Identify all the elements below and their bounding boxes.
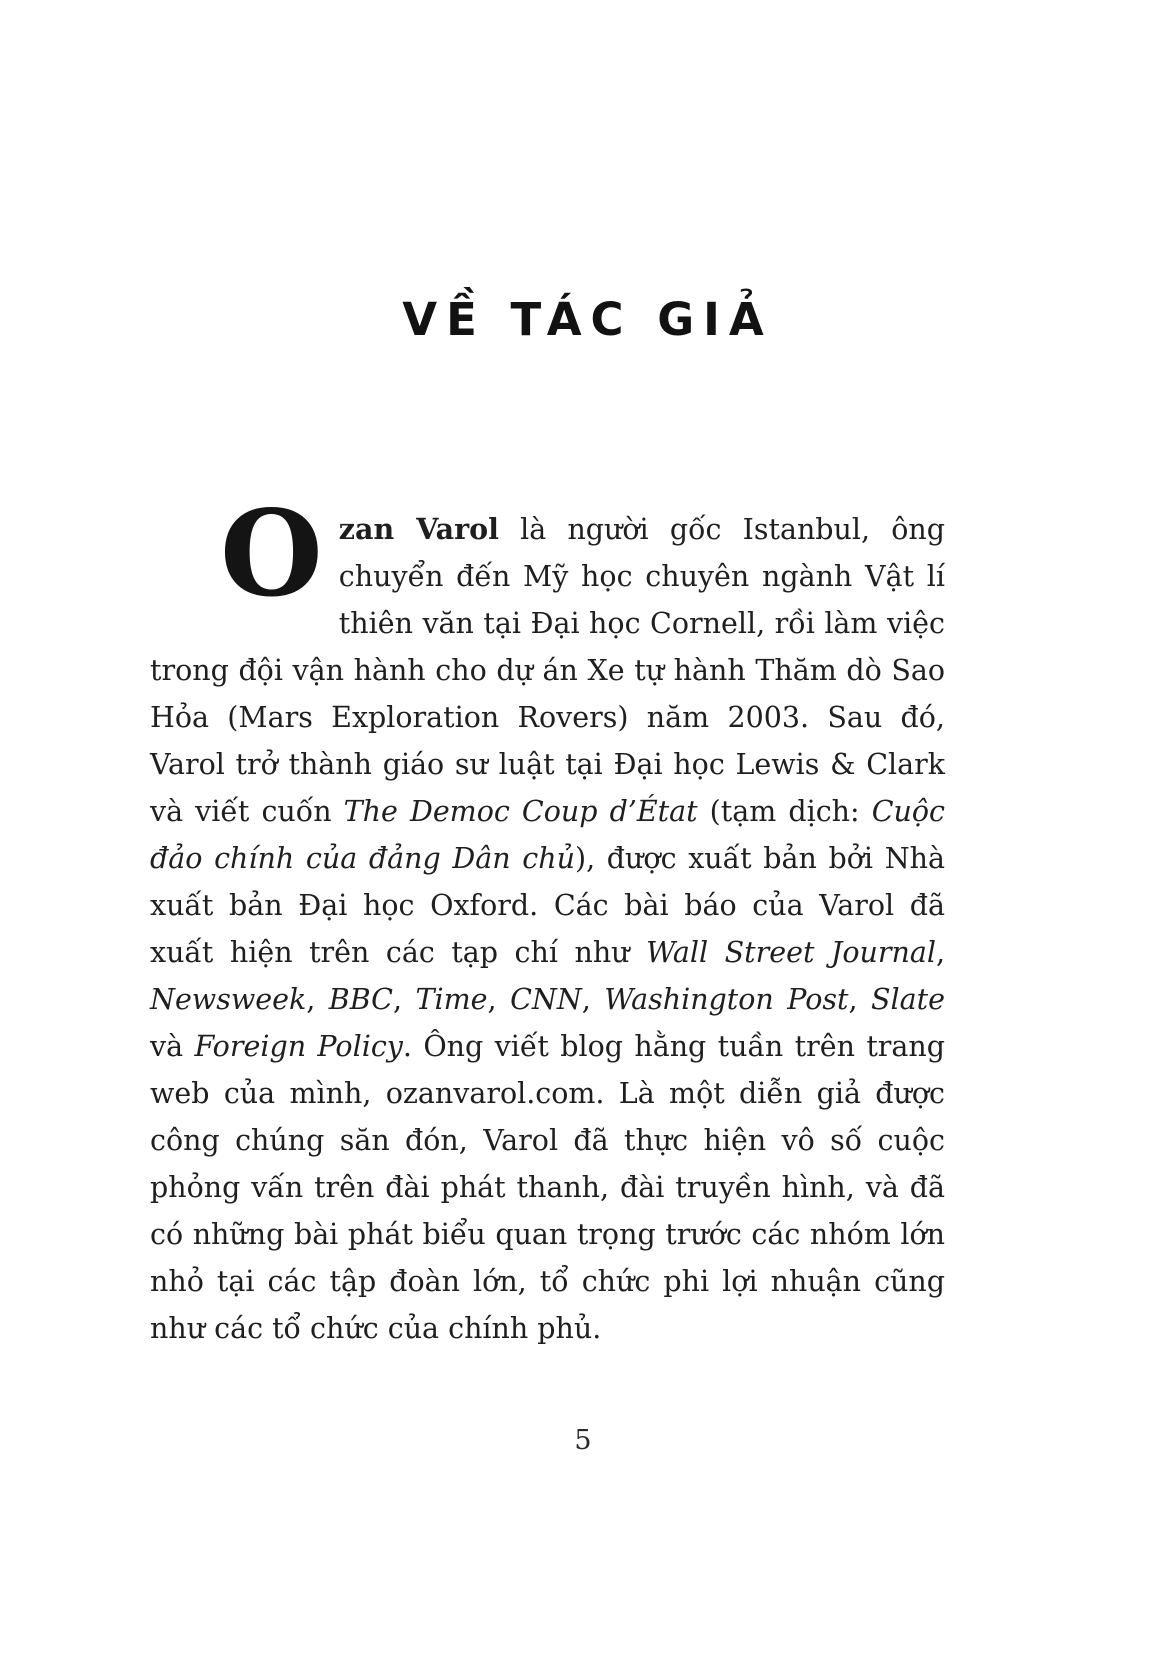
bio-text-segment: Time	[415, 983, 488, 1016]
bio-text-segment: Washington Post	[604, 983, 849, 1016]
bio-text-segment: ,	[393, 983, 416, 1016]
bio-text-segment: ,	[848, 983, 872, 1016]
bio-text-segment: Foreign Policy	[194, 1030, 403, 1063]
bio-text-segment: Newsweek	[150, 983, 307, 1016]
bio-text-segment: The Democ Coup d’État	[343, 795, 698, 828]
drop-cap: O	[220, 484, 323, 623]
bio-text-segment: ,	[935, 936, 946, 969]
bio-text-segment: zan Varol	[338, 512, 500, 546]
page-title: VỀ TÁC GIẢ	[402, 293, 773, 346]
bio-text-segment: Cuộc đảo chính của đảng Dân chủ	[150, 795, 945, 875]
bio-text-segment: CNN	[510, 983, 582, 1016]
author-bio-paragraph	[150, 484, 946, 1352]
bio-text-segment: BBC	[328, 983, 393, 1016]
bio-text-segment: ,	[306, 983, 329, 1016]
bio-text-segment: ), được xuất bản bởi Nhà xuất bản Đại học Oxford. Các bài báo của Varol đã xuất hiện trên các tạp chí như	[150, 842, 945, 969]
bio-text-segment: (tạm dịch:	[697, 795, 872, 828]
bio-text-segment: và	[150, 1030, 195, 1063]
bio-text-segment: . Ông viết blog hằng tuần trên trang web của mình, ozanvarol.com. Là một diễn giả được công chúng săn đón, Varol đã thực hiện vô số cuộc phỏng vấn trên đài phát thanh, đài truyền hình, và đã có những bài phát biểu quan trọng trước các nhóm lớn nhỏ tại các tập đoàn lớn, tổ chức phi lợi nhuận cũng như các tổ chức của chính phủ.	[150, 1030, 945, 1345]
bio-text-segment: Slate	[871, 983, 945, 1016]
page-number: 5	[574, 1425, 592, 1456]
bio-text-segment: Wall Street Journal	[646, 936, 936, 969]
bio-text-segment: ,	[581, 983, 605, 1016]
bio-text-segment: ,	[487, 983, 511, 1016]
bio-text-segment: là người gốc Istanbul, ông chuyển đến Mỹ học chuyên ngành Vật lí thiên văn tại Đại học Cornell, rồi làm việc trong đội vận hành cho dự án Xe tự hành Thăm dò Sao Hỏa (Mars Exploration Rovers) năm 2003. Sau đó, Varol trở thành giáo sư luật tại Đại học Lewis & Clark và viết cuốn	[150, 513, 945, 828]
